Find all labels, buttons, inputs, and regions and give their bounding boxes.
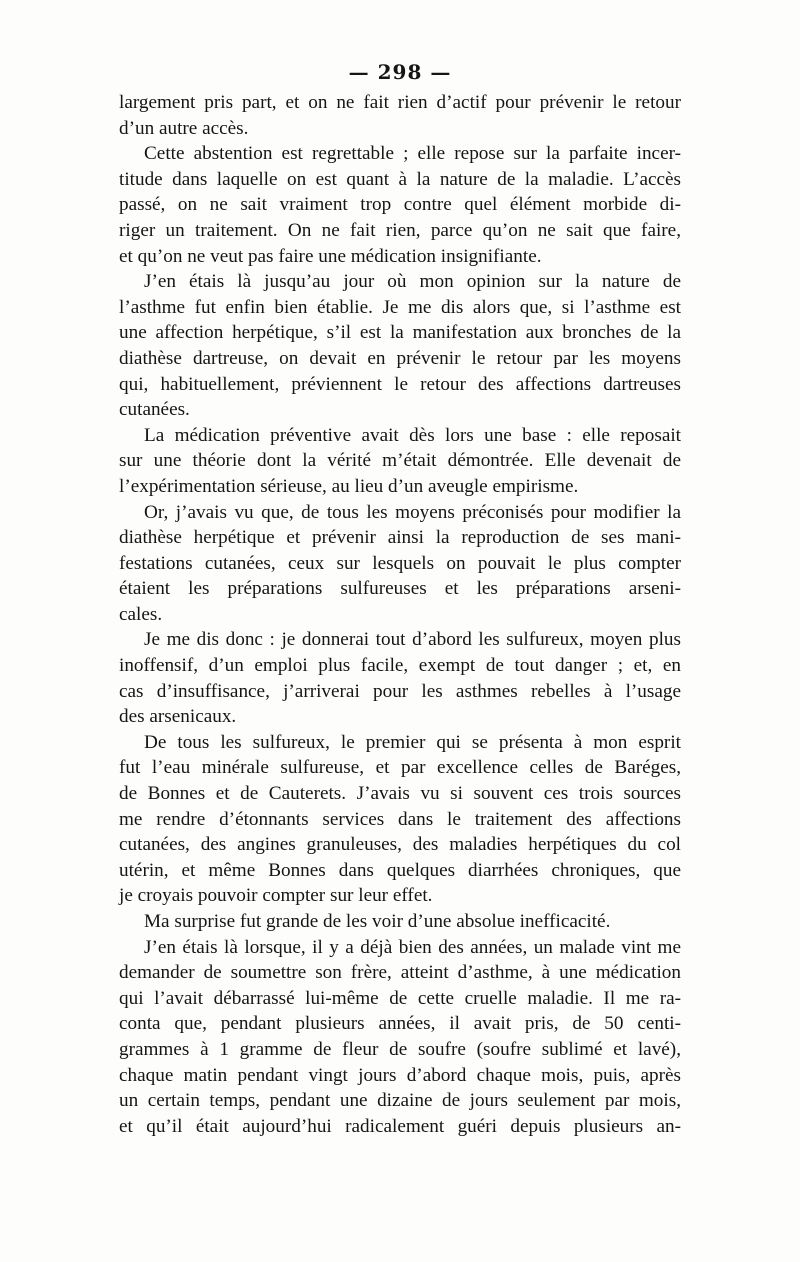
text-line: cales.	[119, 603, 163, 625]
paragraph	[119, 500, 681, 628]
paragraph	[119, 935, 681, 1140]
text-line: de Bonnes et de Cauterets. J’avais vu si souvent ces trois sources	[119, 783, 681, 805]
text-line: l’expérimentation sérieuse, au lieu d’un aveugle empirisme.	[119, 475, 579, 497]
text-line: je croyais pouvoir compter sur leur effet.	[119, 885, 433, 907]
text-line: demander de soumettre son frère, atteint d’asthme, à une médication	[119, 962, 681, 984]
paragraph	[119, 141, 681, 269]
text-line: titude dans laquelle on est quant à la nature de la maladie. L’accès	[119, 168, 681, 190]
text-line: inoffensif, d’un emploi plus facile, exempt de tout danger ; et, en	[119, 655, 681, 677]
paragraph	[119, 90, 681, 141]
text-line: un certain temps, pendant une dizaine de jours seulement par mois,	[119, 1090, 681, 1112]
text-line: cutanées.	[119, 399, 190, 421]
text-line: De tous les sulfureux, le premier qui se présenta à mon esprit	[144, 731, 681, 753]
text-line: cas d’insuffisance, j’arriverai pour les asthmes rebelles à l’usage	[119, 680, 681, 702]
text-line: Je me dis donc : je donnerai tout d’abord les sulfureux, moyen plus	[144, 629, 681, 651]
text-line: d’un autre accès.	[119, 117, 249, 139]
text-line: diathèse dartreuse, on devait en prévenir le retour par les moyens	[119, 347, 681, 369]
paragraph	[119, 909, 681, 935]
body-text	[119, 90, 681, 1139]
text-line: me rendre d’étonnants services dans le traitement des affections	[119, 808, 681, 830]
text-line: étaient les préparations sulfureuses et les préparations arseni-	[119, 578, 681, 600]
text-line: grammes à 1 gramme de fleur de soufre (soufre sublimé et lavé),	[119, 1038, 681, 1060]
text-line: une affection herpétique, s’il est la manifestation aux bronches de la	[119, 322, 681, 344]
paragraph	[119, 627, 681, 729]
text-line: La médication préventive avait dès lors une base : elle reposait	[144, 424, 681, 446]
text-line: festations cutanées, ceux sur lesquels on pouvait le plus compter	[119, 552, 681, 574]
text-line: utérin, et même Bonnes dans quelques diarrhées chroniques, que	[119, 859, 681, 881]
text-line: conta que, pendant plusieurs années, il avait pris, de 50 centi-	[119, 1013, 681, 1035]
page-number: — 298 —	[348, 60, 452, 84]
text-line: l’asthme fut enfin bien établie. Je me dis alors que, si l’asthme est	[119, 296, 681, 318]
text-line: diathèse herpétique et prévenir ainsi la reproduction de ses mani-	[119, 527, 681, 549]
paragraph	[119, 730, 681, 909]
text-line: J’en étais là lorsque, il y a déjà bien des années, un malade vint me	[144, 936, 681, 958]
text-line: Or, j’avais vu que, de tous les moyens préconisés pour modifier la	[144, 501, 681, 523]
text-line: J’en étais là jusqu’au jour où mon opinion sur la nature de	[144, 271, 681, 293]
text-line: qui, habituellement, préviennent le retour des affections dartreuses	[119, 373, 681, 395]
text-line: des arsenicaux.	[119, 706, 237, 728]
text-line: et qu’il était aujourd’hui radicalement guéri depuis plusieurs an-	[119, 1115, 681, 1137]
text-line: sur une théorie dont la vérité m’était démontrée. Elle devenait de	[119, 450, 681, 472]
paragraph	[119, 423, 681, 500]
text-line: riger un traitement. On ne fait rien, parce qu’on ne sait que faire,	[119, 219, 681, 241]
text-line: largement pris part, et on ne fait rien d’actif pour prévenir le retour	[119, 92, 681, 113]
text-line: cutanées, des angines granuleuses, des maladies herpétiques du col	[119, 834, 681, 856]
text-line: passé, on ne sait vraiment trop contre quel élément morbide di-	[119, 194, 681, 216]
text-line: Ma surprise fut grande de les voir d’une absolue inefficacité.	[144, 911, 611, 932]
text-line: chaque matin pendant vingt jours d’abord chaque mois, puis, après	[119, 1064, 681, 1086]
text-line: et qu’on ne veut pas faire une médication insignifiante.	[119, 245, 542, 267]
paragraph	[119, 269, 681, 423]
text-line: Cette abstention est regrettable ; elle repose sur la parfaite incer-	[144, 143, 681, 165]
text-line: qui l’avait débarrassé lui-même de cette cruelle maladie. Il me ra-	[119, 987, 681, 1009]
text-line: fut l’eau minérale sulfureuse, et par excellence celles de Baréges,	[119, 757, 681, 779]
